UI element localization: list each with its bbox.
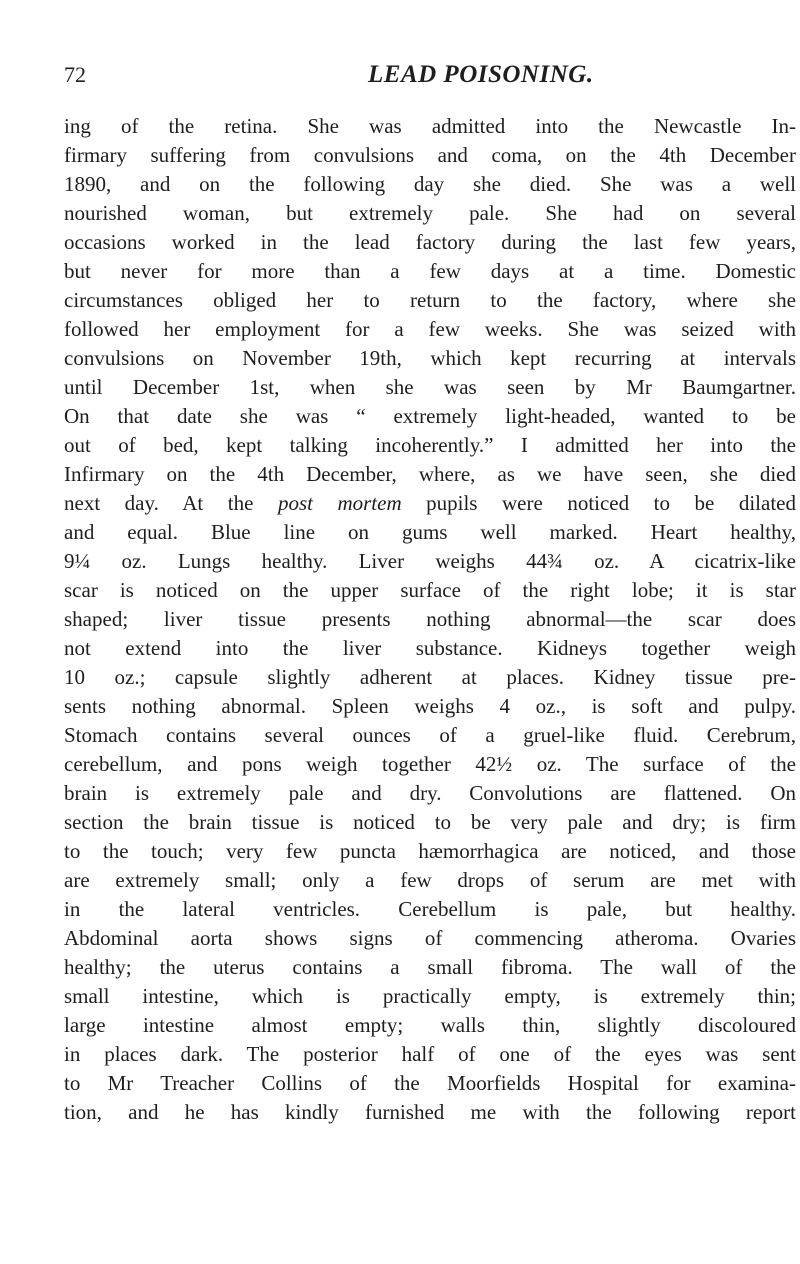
page-number: 72	[64, 62, 86, 87]
text-line: to Mr Treacher Collins of the Moorfields Hospital for examina-	[64, 1071, 796, 1095]
text-line: but never for more than a few days at a time. Domestic	[64, 259, 796, 283]
text-line: in the lateral ventricles. Cerebellum is pale, but healthy.	[64, 897, 796, 921]
running-head	[0, 60, 800, 100]
text-line: brain is extremely pale and dry. Convolutions are flattened. On	[64, 781, 796, 805]
text-line: convulsions on November 19th, which kept recurring at intervals	[64, 346, 796, 370]
text-line: occasions worked in the lead factory during the last few years,	[64, 230, 796, 254]
text-line: in places dark. The posterior half of one of the eyes was sent	[64, 1042, 796, 1066]
text-line: not extend into the liver substance. Kidneys together weigh	[64, 636, 796, 660]
text-line: followed her employment for a few weeks. She was seized with	[64, 317, 796, 341]
text-line: sents nothing abnormal. Spleen weighs 4 oz., is soft and pulpy.	[64, 694, 796, 718]
text-line: to the touch; very few puncta hæmorrhagica are noticed, and those	[64, 839, 796, 863]
text-line: ing of the retina. She was admitted into the Newcastle In-	[64, 114, 796, 138]
body-text	[64, 112, 796, 1127]
text-line: cerebellum, and pons weigh together 42½ oz. The surface of the	[64, 752, 796, 776]
text-line: small intestine, which is practically empty, is extremely thin;	[64, 984, 796, 1008]
text-line: healthy; the uterus contains a small fibroma. The wall of the	[64, 955, 796, 979]
header-title: LEAD POISONING.	[368, 61, 594, 88]
text-line: scar is noticed on the upper surface of the right lobe; it is star	[64, 578, 796, 602]
text-line: 1890, and on the following day she died. She was a well	[64, 172, 796, 196]
text-line: Infirmary on the 4th December, where, as we have seen, she died	[64, 462, 796, 486]
text-line: are extremely small; only a few drops of serum are met with	[64, 868, 796, 892]
text-line: 10 oz.; capsule slightly adherent at places. Kidney tissue pre-	[64, 665, 796, 689]
text-line: firmary suffering from convulsions and coma, on the 4th December	[64, 143, 796, 167]
text-line: shaped; liver tissue presents nothing abnormal—the scar does	[64, 607, 796, 631]
text-line: On that date she was “ extremely light-headed, wanted to be	[64, 404, 796, 428]
text-line: out of bed, kept talking incoherently.” I admitted her into the	[64, 433, 796, 457]
text-line: 9¼ oz. Lungs healthy. Liver weighs 44¾ oz. A cicatrix-like	[64, 549, 796, 573]
text-line: Stomach contains several ounces of a gruel-like fluid. Cerebrum,	[64, 723, 796, 747]
text-line: until December 1st, when she was seen by Mr Baumgartner.	[64, 375, 796, 399]
text-line: Abdominal aorta shows signs of commencing atheroma. Ovaries	[64, 926, 796, 950]
text-line: section the brain tissue is noticed to be very pale and dry; is firm	[64, 810, 796, 834]
text-line: circumstances obliged her to return to the factory, where she	[64, 288, 796, 312]
text-line: and equal. Blue line on gums well marked. Heart healthy,	[64, 520, 796, 544]
italic-phrase: post mortem	[277, 491, 402, 515]
text-line: large intestine almost empty; walls thin, slightly discoloured	[64, 1013, 796, 1037]
text-line: next day. At the post mortem pupils were noticed to be dilated	[64, 491, 796, 515]
text-line: nourished woman, but extremely pale. She had on several	[64, 201, 796, 225]
text-line: tion, and he has kindly furnished me with the following report	[64, 1100, 796, 1124]
